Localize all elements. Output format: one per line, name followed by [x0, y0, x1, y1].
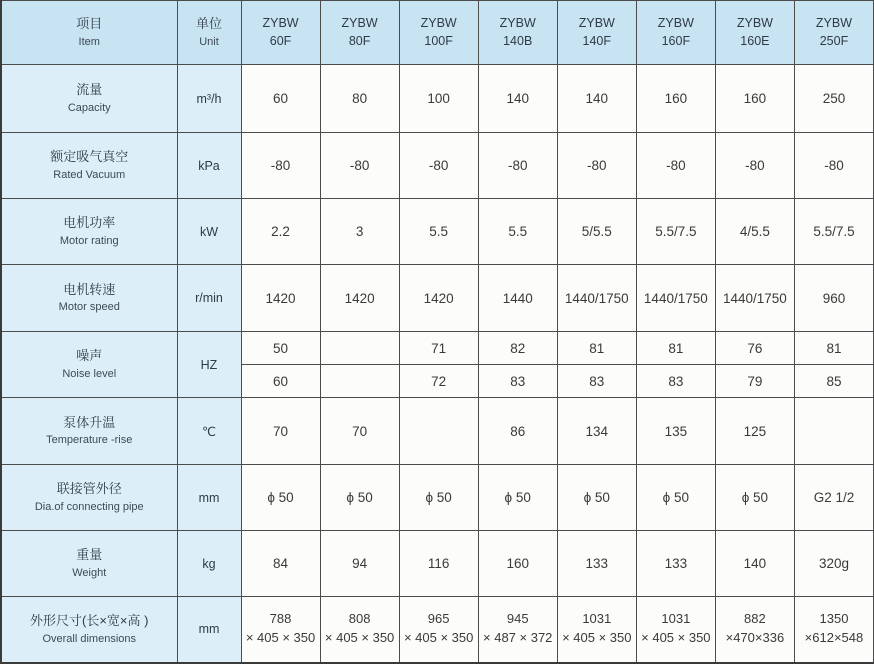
column-header-model-zybw100f: ZYBW 100F: [399, 1, 478, 65]
row-label-temperature-rise: 泵体升温 Temperature -rise: [1, 398, 177, 465]
table-cell: 84: [241, 531, 320, 597]
table-row-temperature-rise: [1, 398, 874, 465]
row-unit-overall-dimensions: mm: [177, 597, 241, 663]
column-header-model-zybw140b: ZYBW 140B: [478, 1, 557, 65]
column-header-unit-en: Unit: [199, 35, 219, 48]
table-cell: ϕ 50: [557, 465, 636, 531]
table-cell: 81: [557, 332, 636, 365]
table-cell: 5.5/7.5: [636, 199, 715, 265]
table-cell: 70: [241, 398, 320, 465]
table-cell: 1350 ×612×548: [794, 597, 873, 663]
table-cell: 82: [478, 332, 557, 365]
table-cell: ϕ 50: [715, 465, 794, 531]
table-cell: 4/5.5: [715, 199, 794, 265]
column-header-model-zybw250f: ZYBW 250F: [794, 1, 873, 65]
table-cell: 1440/1750: [715, 265, 794, 332]
table-cell: 160: [715, 65, 794, 133]
table-cell: 1440/1750: [636, 265, 715, 332]
table-row-overall-dimensions: [1, 597, 874, 663]
table-cell: 1440: [478, 265, 557, 332]
table-cell: 5/5.5: [557, 199, 636, 265]
table-cell: 133: [557, 531, 636, 597]
table-cell: 1420: [320, 265, 399, 332]
row-unit-capacity: m³/h: [177, 65, 241, 133]
table-cell: 83: [557, 365, 636, 398]
table-cell: -80: [478, 133, 557, 199]
table-row-motor-speed: [1, 265, 874, 332]
column-header-model-zybw60f: ZYBW 60F: [241, 1, 320, 65]
row-unit-weight: kg: [177, 531, 241, 597]
table-cell: 140: [478, 65, 557, 133]
table-row-rated-vacuum: [1, 133, 874, 199]
row-label-capacity: 流量 Capacity: [1, 65, 177, 133]
table-cell: 116: [399, 531, 478, 597]
table-cell: 70: [320, 398, 399, 465]
column-header-item-zh: 项目: [76, 16, 103, 32]
table-cell: 134: [557, 398, 636, 465]
table-cell: [794, 398, 873, 465]
table-cell: 83: [636, 365, 715, 398]
table-cell: 5.5: [478, 199, 557, 265]
table-cell: ϕ 50: [399, 465, 478, 531]
table-cell: 1420: [399, 265, 478, 332]
table-cell: -80: [241, 133, 320, 199]
table-cell: 960: [794, 265, 873, 332]
table-cell: 71: [399, 332, 478, 365]
table-cell: 2.2: [241, 199, 320, 265]
table-cell: ϕ 50: [320, 465, 399, 531]
table-cell: -80: [320, 133, 399, 199]
table-cell: 5.5: [399, 199, 478, 265]
column-header-model-zybw160e: ZYBW 160E: [715, 1, 794, 65]
table-cell: 945 × 487 × 372: [478, 597, 557, 663]
row-unit-noise: HZ: [177, 332, 241, 398]
row-unit-temperature-rise: ℃: [177, 398, 241, 465]
column-header-unit: [177, 1, 241, 65]
table-cell: 72: [399, 365, 478, 398]
row-label-motor-speed: 电机转速 Motor speed: [1, 265, 177, 332]
table-cell: -80: [399, 133, 478, 199]
table-cell: 1031 × 405 × 350: [557, 597, 636, 663]
table-cell: 83: [478, 365, 557, 398]
row-label-rated-vacuum: 额定吸气真空 Rated Vacuum: [1, 133, 177, 199]
table-cell: 965 × 405 × 350: [399, 597, 478, 663]
row-unit-pipe-diameter: mm: [177, 465, 241, 531]
table-cell: 808 × 405 × 350: [320, 597, 399, 663]
row-label-pipe-diameter: 联接管外径 Dia.of connecting pipe: [1, 465, 177, 531]
table-cell: 5.5/7.5: [794, 199, 873, 265]
table-row-capacity: [1, 65, 874, 133]
table-cell: 160: [636, 65, 715, 133]
table-cell: [320, 365, 399, 398]
table-cell: -80: [794, 133, 873, 199]
table-cell: 788 × 405 × 350: [241, 597, 320, 663]
column-header-model-zybw80f: ZYBW 80F: [320, 1, 399, 65]
row-unit-motor-speed: r/min: [177, 265, 241, 332]
table-cell: G2 1/2: [794, 465, 873, 531]
row-label-motor-rating: 电机功率 Motor rating: [1, 199, 177, 265]
column-header-model-zybw160f: ZYBW 160F: [636, 1, 715, 65]
table-row-weight: [1, 531, 874, 597]
table-cell: 50: [241, 332, 320, 365]
table-cell: ϕ 50: [478, 465, 557, 531]
row-label-overall-dimensions: 外形尺寸(长×宽×高 ) Overall dimensions: [1, 597, 177, 663]
table-cell: 76: [715, 332, 794, 365]
table-cell: 135: [636, 398, 715, 465]
table-cell: 80: [320, 65, 399, 133]
table-row-motor-rating: [1, 199, 874, 265]
table-row-noise-top: [1, 332, 874, 365]
table-cell: 140: [557, 65, 636, 133]
table-cell: ϕ 50: [241, 465, 320, 531]
table-cell: 1420: [241, 265, 320, 332]
table-cell: -80: [715, 133, 794, 199]
table-cell: -80: [636, 133, 715, 199]
row-unit-rated-vacuum: kPa: [177, 133, 241, 199]
table-cell: 1440/1750: [557, 265, 636, 332]
table-cell: 882 ×470×336: [715, 597, 794, 663]
header-row: [1, 1, 874, 65]
table-cell: 100: [399, 65, 478, 133]
table-cell: 94: [320, 531, 399, 597]
table-cell: 133: [636, 531, 715, 597]
table-cell: 3: [320, 199, 399, 265]
table-cell: [320, 332, 399, 365]
table-cell: 140: [715, 531, 794, 597]
table-cell: 320g: [794, 531, 873, 597]
table-cell: 1031 × 405 × 350: [636, 597, 715, 663]
row-label-noise: 噪声 Noise level: [1, 332, 177, 398]
table-cell: ϕ 50: [636, 465, 715, 531]
table-cell: -80: [557, 133, 636, 199]
column-header-item-en: Item: [78, 35, 100, 48]
table-cell: 250: [794, 65, 873, 133]
table-cell: 160: [478, 531, 557, 597]
table-cell: 86: [478, 398, 557, 465]
table-row-pipe-diameter: [1, 465, 874, 531]
table-cell: 81: [636, 332, 715, 365]
row-unit-motor-rating: kW: [177, 199, 241, 265]
table-cell: 125: [715, 398, 794, 465]
column-header-unit-zh: 单位: [195, 16, 222, 32]
table-cell: [399, 398, 478, 465]
column-header-model-zybw140f: ZYBW 140F: [557, 1, 636, 65]
table-cell: 81: [794, 332, 873, 365]
table-cell: 79: [715, 365, 794, 398]
table-cell: 60: [241, 365, 320, 398]
table-cell: 85: [794, 365, 873, 398]
table-cell: 60: [241, 65, 320, 133]
column-header-item: [1, 1, 177, 65]
row-label-weight: 重量 Weight: [1, 531, 177, 597]
